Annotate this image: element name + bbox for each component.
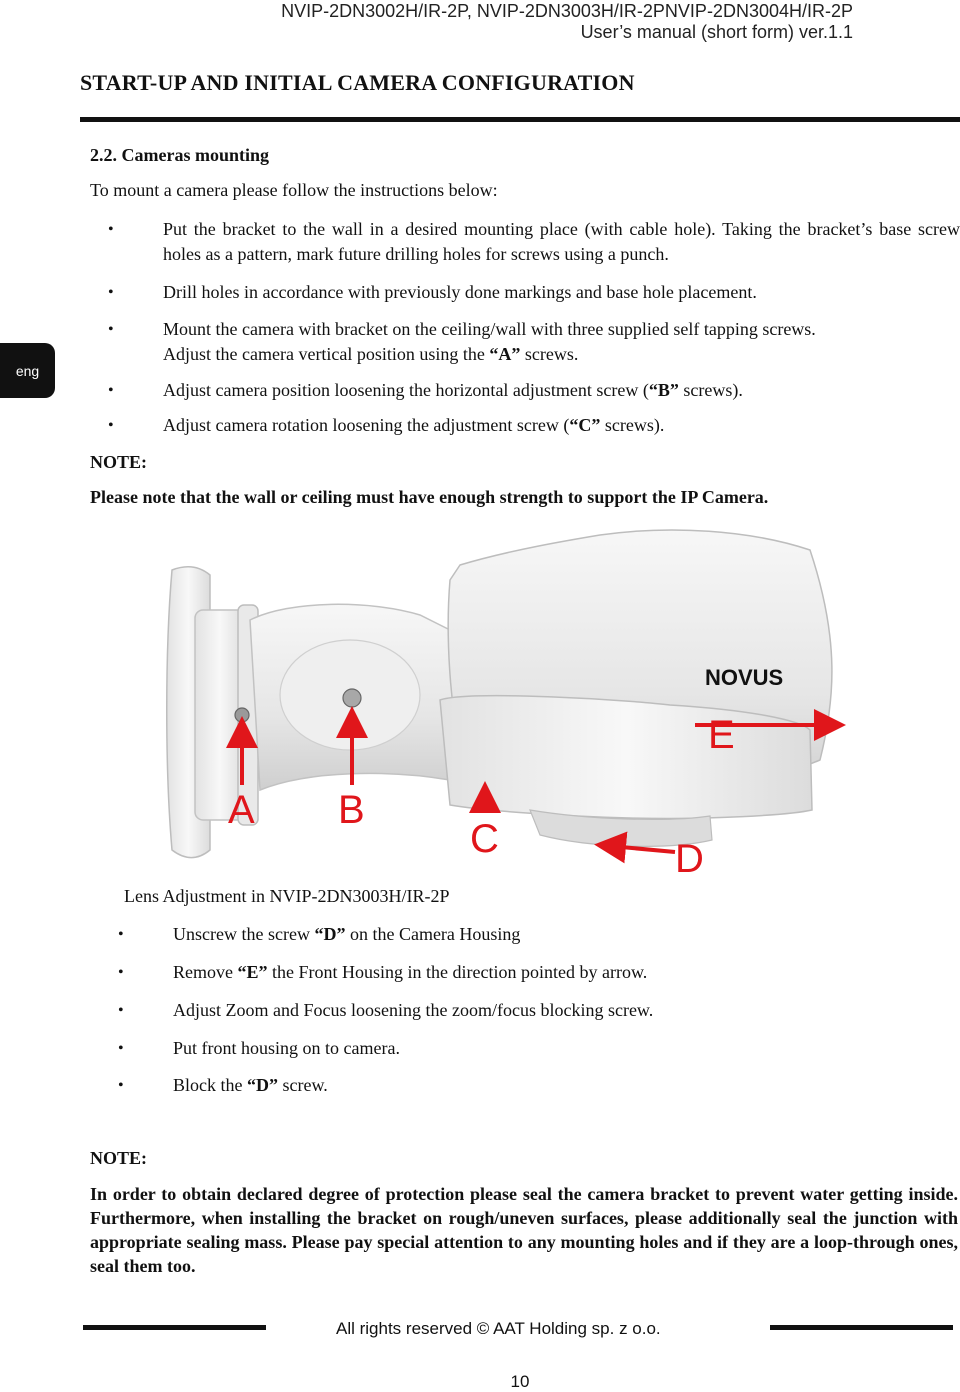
label-c: C bbox=[470, 817, 499, 861]
list-item-text: Put the bracket to the wall in a desired mounting place (with cable hole). Taking the bracket’s base screw holes as a pattern, mark future drilling holes for screws using a punch. bbox=[163, 219, 960, 264]
screw-b-icon bbox=[343, 689, 361, 707]
footer-copyright: All rights reserved © AAT Holding sp. z o.o. bbox=[336, 1319, 661, 1338]
bullet-icon: • bbox=[108, 417, 114, 434]
list-item-text: Put front housing on to camera. bbox=[173, 1038, 400, 1058]
list-item-text: Mount the camera with bracket on the ceiling/wall with three supplied self tapping screws. Adjust the camera vertical position using the “A” screws. bbox=[163, 319, 816, 364]
camera-mounting-figure bbox=[150, 520, 870, 890]
list-item-text: Remove “E” the Front Housing in the direction pointed by arrow. bbox=[173, 962, 648, 982]
bullet-icon: • bbox=[108, 284, 114, 301]
label-a: A bbox=[228, 788, 255, 832]
bullet-icon: • bbox=[118, 1077, 124, 1094]
figure-caption: Lens Adjustment in NVIP-2DN3003H/IR-2P bbox=[124, 886, 450, 906]
subsection-title: 2.2. Cameras mounting bbox=[90, 145, 269, 165]
label-d: D bbox=[675, 837, 704, 881]
intro-text: To mount a camera please follow the instructions below: bbox=[90, 180, 498, 200]
bullet-icon: • bbox=[108, 221, 114, 238]
list-item-text: Adjust camera position loosening the horizontal adjustment screw (“B” screws). bbox=[163, 380, 743, 400]
bullet-icon: • bbox=[118, 1040, 124, 1057]
header-model-line: NVIP-2DN3002H/IR-2P, NVIP-2DN3003H/IR-2PNVIP-2DN3004H/IR-2P bbox=[281, 1, 853, 21]
list-item-text: Block the “D” screw. bbox=[173, 1075, 328, 1095]
label-e: E bbox=[708, 713, 735, 757]
list-item-text: Adjust camera rotation loosening the adjustment screw (“C” screws). bbox=[163, 415, 665, 435]
bullet-icon: • bbox=[118, 964, 124, 981]
footer-divider-right bbox=[770, 1325, 953, 1330]
bullet-icon: • bbox=[118, 926, 124, 943]
screw-a-icon bbox=[235, 708, 249, 722]
bullet-icon: • bbox=[108, 321, 114, 338]
list-item-text: Adjust Zoom and Focus loosening the zoom/focus blocking screw. bbox=[173, 1000, 654, 1020]
bullet-icon: • bbox=[108, 382, 114, 399]
note-label: NOTE: bbox=[90, 452, 148, 472]
header-manual-line: User’s manual (short form) ver.1.1 bbox=[580, 22, 853, 42]
note-text: Please note that the wall or ceiling must have enough strength to support the IP Camera. bbox=[90, 487, 769, 507]
language-tab: eng bbox=[0, 343, 55, 398]
list-item-text: Drill holes in accordance with previously done markings and base hole placement. bbox=[163, 282, 757, 302]
brand-logo: NOVUS bbox=[705, 665, 784, 690]
footer-divider-left bbox=[83, 1325, 266, 1330]
section-title: START-UP AND INITIAL CAMERA CONFIGURATION bbox=[80, 70, 635, 95]
note-text: In order to obtain declared degree of protection please seal the camera bracket to prevent water getting inside. Furthermore, when installing the bracket on rough/uneven surfaces, please additionally seal the junction with appropriate sealing mass. Please pay special attention to any mounting holes and if they are a loop-through ones, seal them too. bbox=[90, 1184, 958, 1276]
header-divider bbox=[80, 117, 960, 122]
label-b: B bbox=[338, 788, 365, 832]
bullet-icon: • bbox=[118, 1002, 124, 1019]
note-label: NOTE: bbox=[90, 1148, 148, 1168]
page-number: 10 bbox=[510, 1372, 530, 1391]
list-item-text: Unscrew the screw “D” on the Camera Housing bbox=[173, 924, 521, 944]
